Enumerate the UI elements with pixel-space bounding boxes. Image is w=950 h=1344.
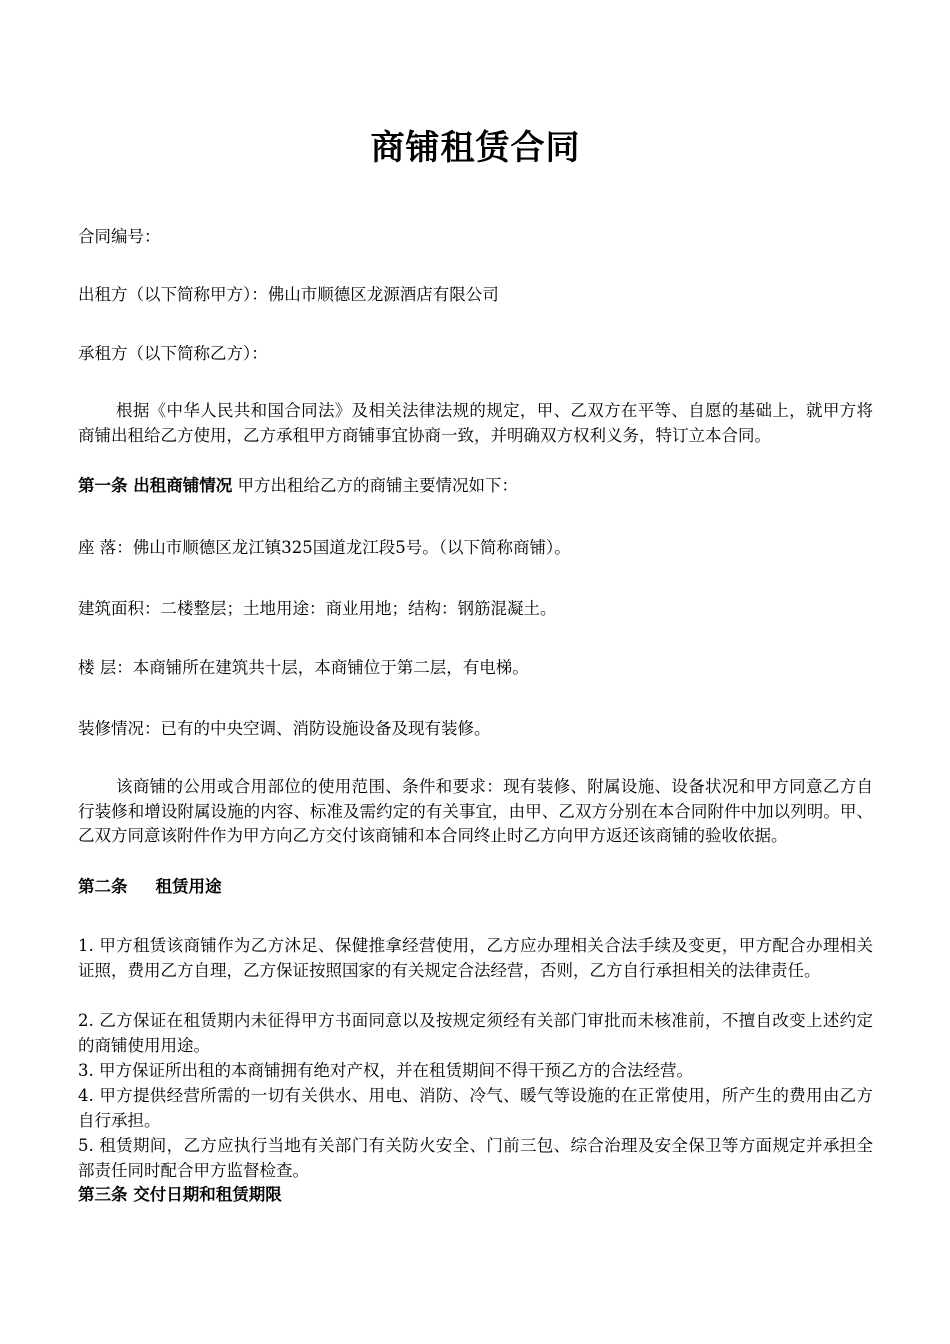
article3-heading: 第三条 交付日期和租赁期限 — [78, 1185, 282, 1204]
preamble-paragraph: 根据《中华人民共和国合同法》及相关法律法规的规定，甲、乙双方在平等、自愿的基础上，就甲方将商铺出租给乙方使用，乙方承租甲方商铺事宜协商一致，并明确双方权利义务，特订立本合同。 — [78, 401, 873, 445]
article2-item-4: 4. 甲方提供经营所需的一切有关供水、用电、消防、冷气、暖气等设施的在正常使用，所产生的费用由乙方自行承担。 — [78, 1086, 873, 1130]
article1-line — [78, 474, 873, 498]
page-title: 商铺租赁合同 — [370, 128, 581, 168]
scope-paragraph: 该商铺的公用或合用部位的使用范围、条件和要求：现有装修、附属设施、设备状况和甲方同意乙方自行装修和增设附属设施的内容、标准及需约定的有关事宜，由甲、乙双方分别在本合同附件中加以列明。甲、乙双方同意该附件作为甲方向乙方交付该商铺和本合同终止时乙方向甲方返还该商铺的验收依据。 — [78, 777, 873, 845]
floor-line: 楼 层：本商铺所在建筑共十层，本商铺位于第二层，有电梯。 — [78, 658, 529, 677]
article2-heading-title: 租赁用途 — [155, 877, 222, 896]
location-line: 座 落：佛山市顺德区龙江镇325国道龙江段5号。（以下简称商铺）。 — [78, 538, 571, 557]
article2-item-3: 3. 甲方保证所出租的本商铺拥有绝对产权，并在租赁期间不得干预乙方的合法经营。 — [78, 1061, 693, 1080]
article2-item-5: 5. 租赁期间，乙方应执行当地有关部门有关防火安全、门前三包、综合治理及安全保卫等方面规定并承担全部责任同时配合甲方监督检查。 — [78, 1136, 873, 1180]
decoration-line: 装修情况：已有的中央空调、消防设施设备及现有装修。 — [78, 719, 491, 738]
article1-intro: 甲方出租给乙方的商铺主要情况如下： — [237, 476, 518, 495]
area-line: 建筑面积：二楼整层；土地用途：商业用地；结构：钢筋混凝土。 — [78, 599, 557, 618]
article2-heading-number: 第二条 — [78, 877, 128, 896]
article2-item-1: 1. 甲方租赁该商铺作为乙方沐足、保健推拿经营使用，乙方应办理相关合法手续及变更，甲方配合办理相关证照，费用乙方自理，乙方保证按照国家的有关规定合法经营，否则，乙方自行承担相关的法律责任。 — [78, 936, 873, 980]
lessor-line: 出租方（以下简称甲方）：佛山市顺德区龙源酒店有限公司 — [78, 285, 499, 304]
article2-heading — [78, 875, 873, 899]
contract-number-label: 合同编号： — [78, 227, 161, 246]
article2-item-2: 2. 乙方保证在租赁期内未征得甲方书面同意以及按规定须经有关部门审批而未核准前，不擅自改变上述约定的商铺使用用途。 — [78, 1011, 873, 1055]
lessee-line: 承租方（以下简称乙方）： — [78, 344, 268, 363]
article1-heading: 第一条 出租商铺情况 — [78, 476, 233, 495]
